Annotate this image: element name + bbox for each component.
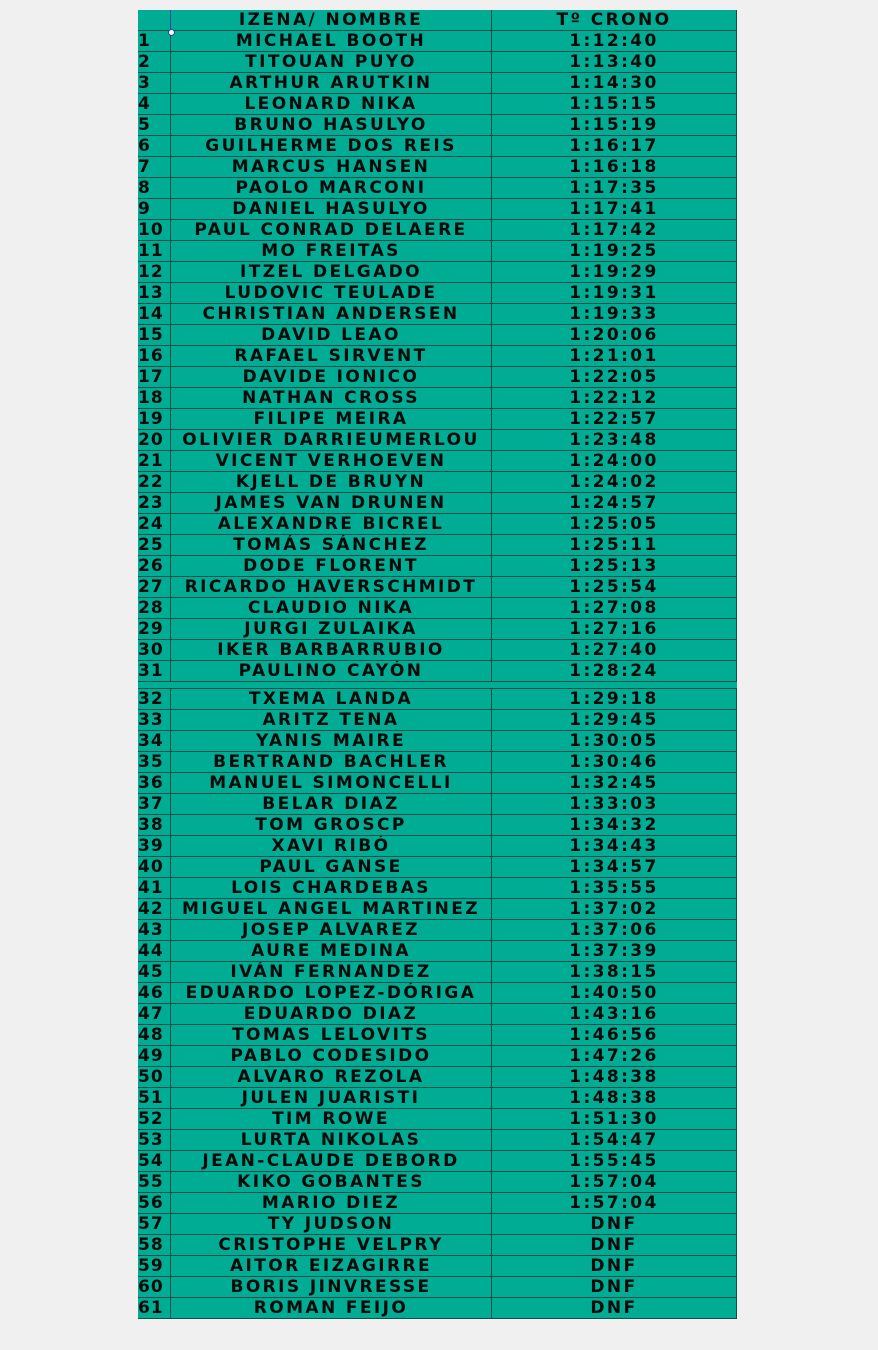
table-row (138, 115, 737, 136)
position-cell[interactable]: 5 (138, 115, 171, 135)
time-cell[interactable]: 1:14:30 (492, 73, 737, 93)
position-cell[interactable]: 3 (138, 73, 171, 93)
table-row (138, 752, 737, 773)
position-cell[interactable]: 24 (138, 514, 171, 534)
position-cell[interactable]: 38 (138, 815, 171, 835)
table-row (138, 836, 737, 857)
time-cell[interactable]: 1:16:17 (492, 136, 737, 156)
time-cell[interactable]: 1:34:43 (492, 836, 737, 856)
name-cell[interactable]: MARCUS HANSEN (171, 157, 492, 177)
name-cell[interactable]: IVÁN FERNANDEZ (171, 962, 492, 982)
time-cell[interactable]: 1:24:00 (492, 451, 737, 471)
name-cell[interactable]: AURE MEDINA (171, 941, 492, 961)
table-row (138, 689, 737, 710)
time-cell[interactable]: 1:28:24 (492, 661, 737, 681)
time-cell[interactable]: 1:17:41 (492, 199, 737, 219)
position-cell[interactable]: 55 (138, 1172, 171, 1192)
table-row (138, 556, 737, 577)
table-row (138, 388, 737, 409)
name-cell[interactable]: RICARDO HAVERSCHMIDT (171, 577, 492, 597)
name-cell[interactable]: MO FREITAS (171, 241, 492, 261)
table-row (138, 1151, 737, 1172)
table-row (138, 178, 737, 199)
name-cell[interactable]: PABLO CODESIDO (171, 1046, 492, 1066)
name-cell[interactable]: OLIVIER DARRIEUMERLOU (171, 430, 492, 450)
table-row (138, 1067, 737, 1088)
name-cell[interactable]: TY JUDSON (171, 1214, 492, 1234)
time-cell[interactable]: 1:43:16 (492, 1004, 737, 1024)
page-break-gap (138, 682, 737, 689)
table-row (138, 619, 737, 640)
time-cell[interactable]: 1:27:08 (492, 598, 737, 618)
position-cell[interactable]: 47 (138, 1004, 171, 1024)
table-row (138, 52, 737, 73)
position-cell[interactable]: 51 (138, 1088, 171, 1108)
name-cell[interactable]: TXEMA LANDA (171, 689, 492, 709)
name-cell[interactable]: NATHAN CROSS (171, 388, 492, 408)
position-cell[interactable]: 32 (138, 689, 171, 709)
table-row (138, 1235, 737, 1256)
time-cell[interactable]: 1:38:15 (492, 962, 737, 982)
position-cell[interactable]: 26 (138, 556, 171, 576)
position-cell[interactable]: 21 (138, 451, 171, 471)
time-cell[interactable]: 1:24:02 (492, 472, 737, 492)
time-cell[interactable]: 1:46:56 (492, 1025, 737, 1045)
position-cell[interactable]: 43 (138, 920, 171, 940)
time-cell[interactable]: 1:17:42 (492, 220, 737, 240)
name-cell[interactable]: TOMÁS SÁNCHEZ (171, 535, 492, 555)
time-cell[interactable]: 1:21:01 (492, 346, 737, 366)
position-cell[interactable]: 52 (138, 1109, 171, 1129)
position-cell[interactable]: 60 (138, 1277, 171, 1297)
time-cell[interactable]: 1:22:12 (492, 388, 737, 408)
name-cell[interactable]: BRUNO HASULYO (171, 115, 492, 135)
table-row (138, 1025, 737, 1046)
position-cell[interactable]: 39 (138, 836, 171, 856)
name-cell[interactable]: LOIS CHARDEBAS (171, 878, 492, 898)
name-cell[interactable]: JAMES VAN DRUNEN (171, 493, 492, 513)
name-cell[interactable]: MIGUEL ANGEL MARTINEZ (171, 899, 492, 919)
position-cell[interactable]: 50 (138, 1067, 171, 1087)
table-row (138, 367, 737, 388)
position-cell[interactable]: 28 (138, 598, 171, 618)
name-cell[interactable]: PAOLO MARCONI (171, 178, 492, 198)
time-cell[interactable]: 1:55:45 (492, 1151, 737, 1171)
name-cell[interactable]: ALVARO REZOLA (171, 1067, 492, 1087)
time-cell[interactable]: DNF (492, 1298, 737, 1318)
time-cell[interactable]: 1:19:29 (492, 262, 737, 282)
table-row (138, 598, 737, 619)
table-row (138, 493, 737, 514)
position-cell[interactable]: 10 (138, 220, 171, 240)
position-cell[interactable]: 23 (138, 493, 171, 513)
time-cell[interactable]: 1:25:13 (492, 556, 737, 576)
position-cell[interactable]: 44 (138, 941, 171, 961)
name-cell[interactable]: XAVI RIBÓ (171, 836, 492, 856)
position-cell[interactable]: 46 (138, 983, 171, 1003)
name-cell[interactable]: ITZEL DELGADO (171, 262, 492, 282)
table-row (138, 220, 737, 241)
name-cell[interactable]: ROMAN FEIJO (171, 1298, 492, 1318)
name-cell[interactable]: JURGI ZULAIKA (171, 619, 492, 639)
table-row (138, 1004, 737, 1025)
time-cell[interactable]: 1:51:30 (492, 1109, 737, 1129)
position-cell[interactable]: 7 (138, 157, 171, 177)
table-row (138, 857, 737, 878)
table-row (138, 920, 737, 941)
position-cell[interactable]: 59 (138, 1256, 171, 1276)
position-cell[interactable]: 29 (138, 619, 171, 639)
table-row (138, 73, 737, 94)
position-cell[interactable]: 54 (138, 1151, 171, 1171)
position-cell[interactable]: 1 (138, 31, 171, 51)
table-row (138, 31, 737, 52)
time-cell[interactable]: 1:34:32 (492, 815, 737, 835)
position-cell[interactable]: 58 (138, 1235, 171, 1255)
table-row (138, 941, 737, 962)
position-cell[interactable]: 27 (138, 577, 171, 597)
name-cell[interactable]: ARTHUR ARUTKIN (171, 73, 492, 93)
time-cell[interactable]: 1:13:40 (492, 52, 737, 72)
table-row (138, 136, 737, 157)
time-cell[interactable]: 1:35:55 (492, 878, 737, 898)
position-cell[interactable]: 45 (138, 962, 171, 982)
time-cell[interactable]: 1:57:04 (492, 1193, 737, 1213)
time-cell[interactable]: 1:16:18 (492, 157, 737, 177)
name-cell[interactable]: JEAN-CLAUDE DEBORD (171, 1151, 492, 1171)
time-cell[interactable]: 1:54:47 (492, 1130, 737, 1150)
position-cell[interactable]: 8 (138, 178, 171, 198)
name-cell[interactable]: TITOUAN PUYO (171, 52, 492, 72)
table-row (138, 1256, 737, 1277)
time-cell[interactable]: 1:25:11 (492, 535, 737, 555)
table-row (138, 1109, 737, 1130)
name-cell[interactable]: LEONARD NIKA (171, 94, 492, 114)
name-cell[interactable]: CHRISTIAN ANDERSEN (171, 304, 492, 324)
position-cell[interactable]: 17 (138, 367, 171, 387)
time-cell[interactable]: 1:23:48 (492, 430, 737, 450)
time-cell[interactable]: 1:19:25 (492, 241, 737, 261)
name-cell[interactable]: KJELL DE BRUYN (171, 472, 492, 492)
time-cell[interactable]: 1:24:57 (492, 493, 737, 513)
selection-fill-handle[interactable] (168, 29, 175, 36)
position-cell[interactable]: 15 (138, 325, 171, 345)
position-cell[interactable]: 34 (138, 731, 171, 751)
table-row (138, 899, 737, 920)
name-cell[interactable]: VICENT VERHOEVEN (171, 451, 492, 471)
time-cell[interactable]: 1:22:05 (492, 367, 737, 387)
position-cell[interactable]: 57 (138, 1214, 171, 1234)
time-cell[interactable]: 1:57:04 (492, 1172, 737, 1192)
results-part-1 (138, 31, 737, 682)
table-row (138, 1298, 737, 1319)
position-cell[interactable]: 12 (138, 262, 171, 282)
table-row (138, 1277, 737, 1298)
name-cell[interactable]: TOM GROSCP (171, 815, 492, 835)
position-cell[interactable]: 13 (138, 283, 171, 303)
position-cell[interactable]: 31 (138, 661, 171, 681)
time-cell[interactable]: 1:37:39 (492, 941, 737, 961)
table-row (138, 94, 737, 115)
table-row (138, 409, 737, 430)
name-cell[interactable]: DAVIDE IONICO (171, 367, 492, 387)
time-cell[interactable]: 1:27:16 (492, 619, 737, 639)
time-cell[interactable]: 1:25:54 (492, 577, 737, 597)
name-cell[interactable]: FILIPE MEIRA (171, 409, 492, 429)
time-cell[interactable]: 1:48:38 (492, 1088, 737, 1108)
name-cell[interactable]: PAULINO CAYÓN (171, 661, 492, 681)
table-row (138, 157, 737, 178)
table-row (138, 577, 737, 598)
position-cell[interactable]: 37 (138, 794, 171, 814)
name-cell[interactable]: MICHAEL BOOTH (171, 31, 492, 51)
position-cell[interactable]: 2 (138, 52, 171, 72)
position-cell[interactable]: 35 (138, 752, 171, 772)
table-row (138, 1088, 737, 1109)
table-row (138, 1046, 737, 1067)
time-cell[interactable]: 1:20:06 (492, 325, 737, 345)
position-cell[interactable]: 30 (138, 640, 171, 660)
name-cell[interactable]: YANIS MAIRE (171, 731, 492, 751)
name-cell[interactable]: BELAR DIAZ (171, 794, 492, 814)
table-row (138, 304, 737, 325)
name-cell[interactable]: LUDOVIC TEULADE (171, 283, 492, 303)
name-cell[interactable]: CRISTOPHE VELPRY (171, 1235, 492, 1255)
table-row (138, 514, 737, 535)
name-cell[interactable]: DODE FLORENT (171, 556, 492, 576)
position-cell[interactable]: 9 (138, 199, 171, 219)
time-cell[interactable]: 1:32:45 (492, 773, 737, 793)
position-cell[interactable]: 11 (138, 241, 171, 261)
position-cell[interactable]: 33 (138, 710, 171, 730)
results-table (138, 10, 737, 1319)
name-cell[interactable]: PAUL GANSE (171, 857, 492, 877)
time-cell[interactable]: DNF (492, 1235, 737, 1255)
time-cell[interactable]: 1:15:19 (492, 115, 737, 135)
position-cell[interactable]: 61 (138, 1298, 171, 1318)
position-cell[interactable]: 16 (138, 346, 171, 366)
position-cell[interactable]: 20 (138, 430, 171, 450)
table-row (138, 983, 737, 1004)
name-cell[interactable]: BERTRAND BACHLER (171, 752, 492, 772)
time-cell[interactable]: DNF (492, 1256, 737, 1276)
position-cell[interactable]: 49 (138, 1046, 171, 1066)
time-cell[interactable]: 1:22:57 (492, 409, 737, 429)
results-part-2 (138, 689, 737, 1319)
name-cell[interactable]: GUILHERME DOS REIS (171, 136, 492, 156)
name-cell[interactable]: MARIO DIEZ (171, 1193, 492, 1213)
time-cell[interactable]: 1:37:02 (492, 899, 737, 919)
header-time-cell[interactable]: Tº CRONO (492, 10, 737, 30)
position-cell[interactable]: 22 (138, 472, 171, 492)
position-cell[interactable]: 41 (138, 878, 171, 898)
name-cell[interactable]: LURTA NIKOLAS (171, 1130, 492, 1150)
time-cell[interactable]: 1:15:15 (492, 94, 737, 114)
name-cell[interactable]: RAFAEL SIRVENT (171, 346, 492, 366)
time-cell[interactable]: 1:27:40 (492, 640, 737, 660)
position-cell[interactable]: 56 (138, 1193, 171, 1213)
table-row (138, 1193, 737, 1214)
position-cell[interactable]: 36 (138, 773, 171, 793)
position-cell[interactable]: 18 (138, 388, 171, 408)
time-cell[interactable]: 1:17:35 (492, 178, 737, 198)
name-cell[interactable]: JOSEP ALVAREZ (171, 920, 492, 940)
table-row (138, 1214, 737, 1235)
name-cell[interactable]: JULEN JUARISTI (171, 1088, 492, 1108)
table-row (138, 241, 737, 262)
position-cell[interactable]: 42 (138, 899, 171, 919)
table-row (138, 346, 737, 367)
time-cell[interactable]: 1:30:46 (492, 752, 737, 772)
position-cell[interactable]: 19 (138, 409, 171, 429)
position-cell[interactable]: 25 (138, 535, 171, 555)
name-cell[interactable]: DANIEL HASULYO (171, 199, 492, 219)
table-row (138, 794, 737, 815)
table-row (138, 535, 737, 556)
table-row (138, 731, 737, 752)
table-header-row (138, 10, 737, 31)
name-cell[interactable]: ARITZ TENA (171, 710, 492, 730)
time-cell[interactable]: 1:19:31 (492, 283, 737, 303)
name-cell[interactable]: TIM ROWE (171, 1109, 492, 1129)
table-row (138, 325, 737, 346)
name-cell[interactable]: ALEXANDRE BICREL (171, 514, 492, 534)
time-cell[interactable]: 1:29:18 (492, 689, 737, 709)
table-row (138, 962, 737, 983)
time-cell[interactable]: 1:29:45 (492, 710, 737, 730)
time-cell[interactable]: 1:12:40 (492, 31, 737, 51)
position-cell[interactable]: 6 (138, 136, 171, 156)
position-cell[interactable]: 40 (138, 857, 171, 877)
time-cell[interactable]: 1:40:50 (492, 983, 737, 1003)
name-cell[interactable]: AITOR EIZAGIRRE (171, 1256, 492, 1276)
time-cell[interactable]: DNF (492, 1214, 737, 1234)
name-cell[interactable]: MANUEL SIMONCELLI (171, 773, 492, 793)
name-cell[interactable]: CLAUDIO NIKA (171, 598, 492, 618)
table-row (138, 815, 737, 836)
table-row (138, 430, 737, 451)
name-cell[interactable]: BORIS JINVRESSE (171, 1277, 492, 1297)
time-cell[interactable]: 1:30:05 (492, 731, 737, 751)
table-row (138, 661, 737, 682)
time-cell[interactable]: 1:48:38 (492, 1067, 737, 1087)
table-row (138, 878, 737, 899)
table-row (138, 640, 737, 661)
header-num-cell[interactable] (138, 10, 171, 30)
time-cell[interactable]: 1:33:03 (492, 794, 737, 814)
position-cell[interactable]: 4 (138, 94, 171, 114)
time-cell[interactable]: 1:47:26 (492, 1046, 737, 1066)
header-name-cell[interactable]: IZENA/ NOMBRE (171, 10, 492, 30)
time-cell[interactable]: 1:37:06 (492, 920, 737, 940)
table-row (138, 199, 737, 220)
name-cell[interactable]: IKER BARBARRUBIO (171, 640, 492, 660)
name-cell[interactable]: DAVID LEAO (171, 325, 492, 345)
time-cell[interactable]: 1:19:33 (492, 304, 737, 324)
position-cell[interactable]: 14 (138, 304, 171, 324)
table-row (138, 283, 737, 304)
name-cell[interactable]: EDUARDO LOPEZ-DÓRIGA (171, 983, 492, 1003)
name-cell[interactable]: KIKO GOBANTES (171, 1172, 492, 1192)
table-row (138, 472, 737, 493)
table-row (138, 710, 737, 731)
name-cell[interactable]: EDUARDO DIAZ (171, 1004, 492, 1024)
table-row (138, 1172, 737, 1193)
position-cell[interactable]: 48 (138, 1025, 171, 1045)
time-cell[interactable]: DNF (492, 1277, 737, 1297)
table-row (138, 773, 737, 794)
table-row (138, 262, 737, 283)
position-cell[interactable]: 53 (138, 1130, 171, 1150)
time-cell[interactable]: 1:25:05 (492, 514, 737, 534)
time-cell[interactable]: 1:34:57 (492, 857, 737, 877)
table-row (138, 1130, 737, 1151)
name-cell[interactable]: TOMAS LELOVITS (171, 1025, 492, 1045)
table-row (138, 451, 737, 472)
name-cell[interactable]: PAUL CONRAD DELAERE (171, 220, 492, 240)
